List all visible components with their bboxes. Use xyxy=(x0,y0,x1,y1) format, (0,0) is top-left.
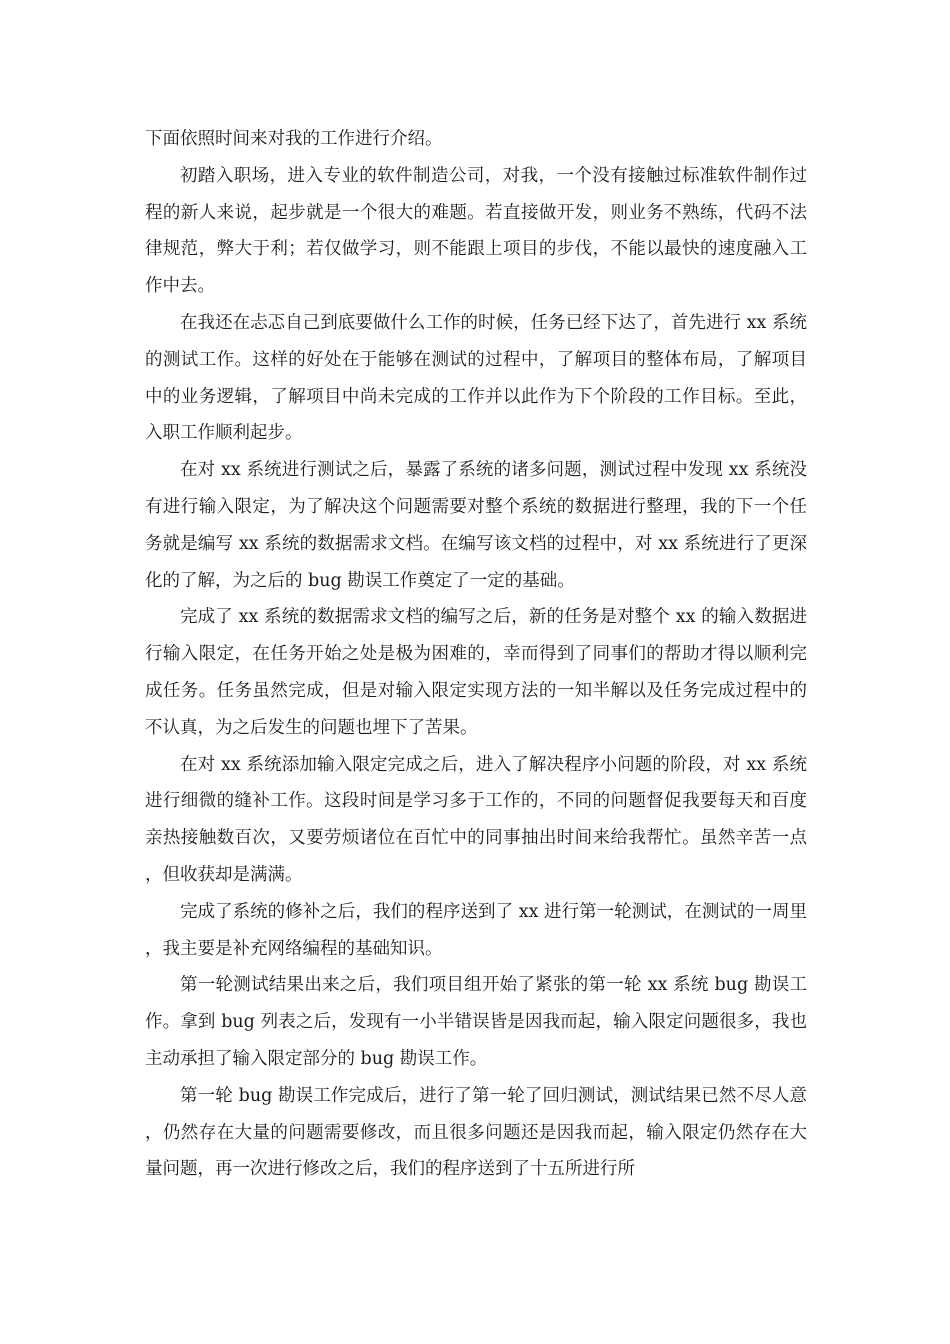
paragraph-intro: 下面依照时间来对我的工作进行介绍。 xyxy=(145,129,443,149)
document-body xyxy=(145,121,807,1188)
paragraph-first-task: 在我还在忐忑自己到底要做什么工作的时候，任务已经下达了，首先进行 xx 系统的测试工作。这样的好处在于能够在测试的过程中，了解项目的整体布局，了解项目中的业务逻辑，了解项目中尚未完成的工作并以此作为下个阶段的工作目标。至此，入职工作顺利起步。 xyxy=(145,312,807,444)
paragraph-requirements-doc: 在对 xx 系统进行测试之后，暴露了系统的诸多问题，测试过程中发现 xx 系统没有进行输入限定，为了解决这个问题需要对整个系统的数据进行整理，我的下一个任务就是编写 xx 系统的数据需求文档。在编写该文档的过程中，对 xx 系统进行了更深化的了解，为之后的 bug 勘误工作奠定了一定的基础。 xyxy=(145,460,807,591)
paragraph-first-test-round: 完成了系统的修补之后，我们的程序送到了 xx 进行第一轮测试，在测试的一周里，我主要是补充网络编程的基础知识。 xyxy=(145,901,807,959)
paragraph-regression-test: 第一轮 bug 勘误工作完成后，进行了第一轮了回归测试，测试结果已然不尽人意，仍然存在大量的问题需要修改，而且很多问题还是因我而起，输入限定仍然存在大量问题，再一次进行修改之后，我们的程序送到了十五所进行所 xyxy=(145,1085,807,1180)
paragraph-bug-fixing: 在对 xx 系统添加输入限定完成之后，进入了解决程序小问题的阶段，对 xx 系统进行细微的缝补工作。这段时间是学习多于工作的，不同的问题督促我要每天和百度亲热接触数百次，又要劳烦诸位在百忙中的同事抽出时间来给我帮忙。虽然辛苦一点，但收获却是满满。 xyxy=(145,754,807,885)
paragraph-onboarding: 初踏入职场，进入专业的软件制造公司，对我，一个没有接触过标准软件制作过程的新人来说，起步就是一个很大的难题。若直接做开发，则业务不熟练，代码不法律规范，弊大于利；若仅做学习，则不能跟上项目的步伐，不能以最快的速度融入工作中去。 xyxy=(145,165,807,297)
paragraph-input-validation: 完成了 xx 系统的数据需求文档的编写之后，新的任务是对整个 xx 的输入数据进行输入限定，在任务开始之处是极为困难的，幸而得到了同事们的帮助才得以顺利完成任务。任务虽然完成，但是对输入限定实现方法的一知半解以及任务完成过程中的不认真，为之后发生的问题也埋下了苦果。 xyxy=(145,607,807,738)
paragraph-first-bug-fix: 第一轮测试结果出来之后，我们项目组开始了紧张的第一轮 xx 系统 bug 勘误工作。拿到 bug 列表之后，发现有一小半错误皆是因我而起，输入限定问题很多，我也主动承担了输入限定部分的 bug 勘误工作。 xyxy=(145,975,807,1069)
